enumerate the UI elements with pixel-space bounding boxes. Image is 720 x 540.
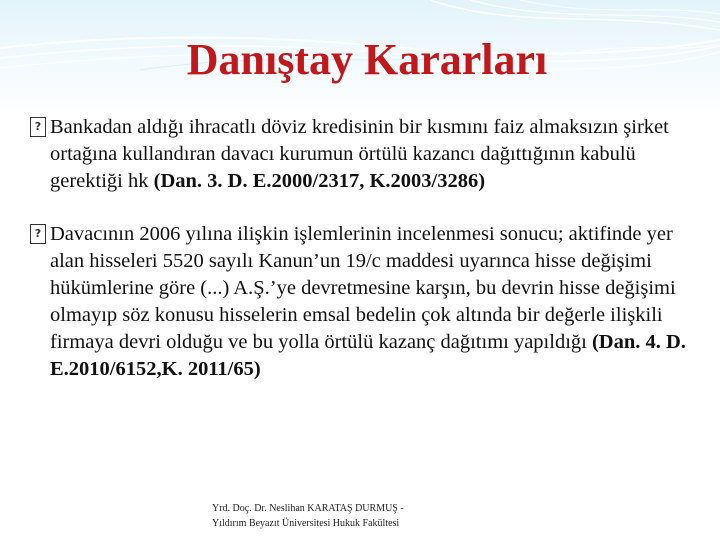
footer-institution: Yıldırım Beyazıt Üniversitesi Hukuk Fakültesi: [212, 517, 400, 529]
author-footer: [212, 502, 404, 531]
replacement-glyph-icon: ?: [30, 224, 46, 244]
list-item: [30, 114, 695, 195]
replacement-glyph-icon: ?: [30, 117, 46, 137]
case-citation: (Dan. 3. D. E.2000/2317, K.2003/3286): [153, 170, 486, 193]
slide-title: Danıştay Kararları: [186, 35, 548, 84]
paragraph-text: Davacının 2006 yılına ilişkin işlemlerinin incelenmesi sonucu; aktifinde yer alan hisseleri 5520 sayılı Kanun’un 19/c maddesi uyarınca hisse değişimi hükümlerine göre (...) A.Ş.’ye devretmesine karşın, bu devrin hisse değişimi olmayıp söz konusu hisselerin emsal bedelin çok altında bir değerle ilişkili firmaya devri olduğu ve bu yolla örtülü kazanç dağıtımı yapıldığı: [50, 223, 676, 354]
list-item: [30, 221, 695, 383]
case-citation: (Dan. 4. D. E.2010/6152,K. 2011/65): [50, 331, 686, 381]
footer-author: Yrd. Doç. Dr. Neslihan KARATAŞ DURMUŞ -: [212, 503, 404, 514]
slide-body: [30, 114, 695, 383]
paragraph-text: Bankadan aldığı ihracatlı döviz kredisinin bir kısmını faiz almaksızın şirket ortağına kullandıran davacı kurumun örtülü kazancı dağıttığının kabulü gerektiği hk: [50, 116, 669, 193]
